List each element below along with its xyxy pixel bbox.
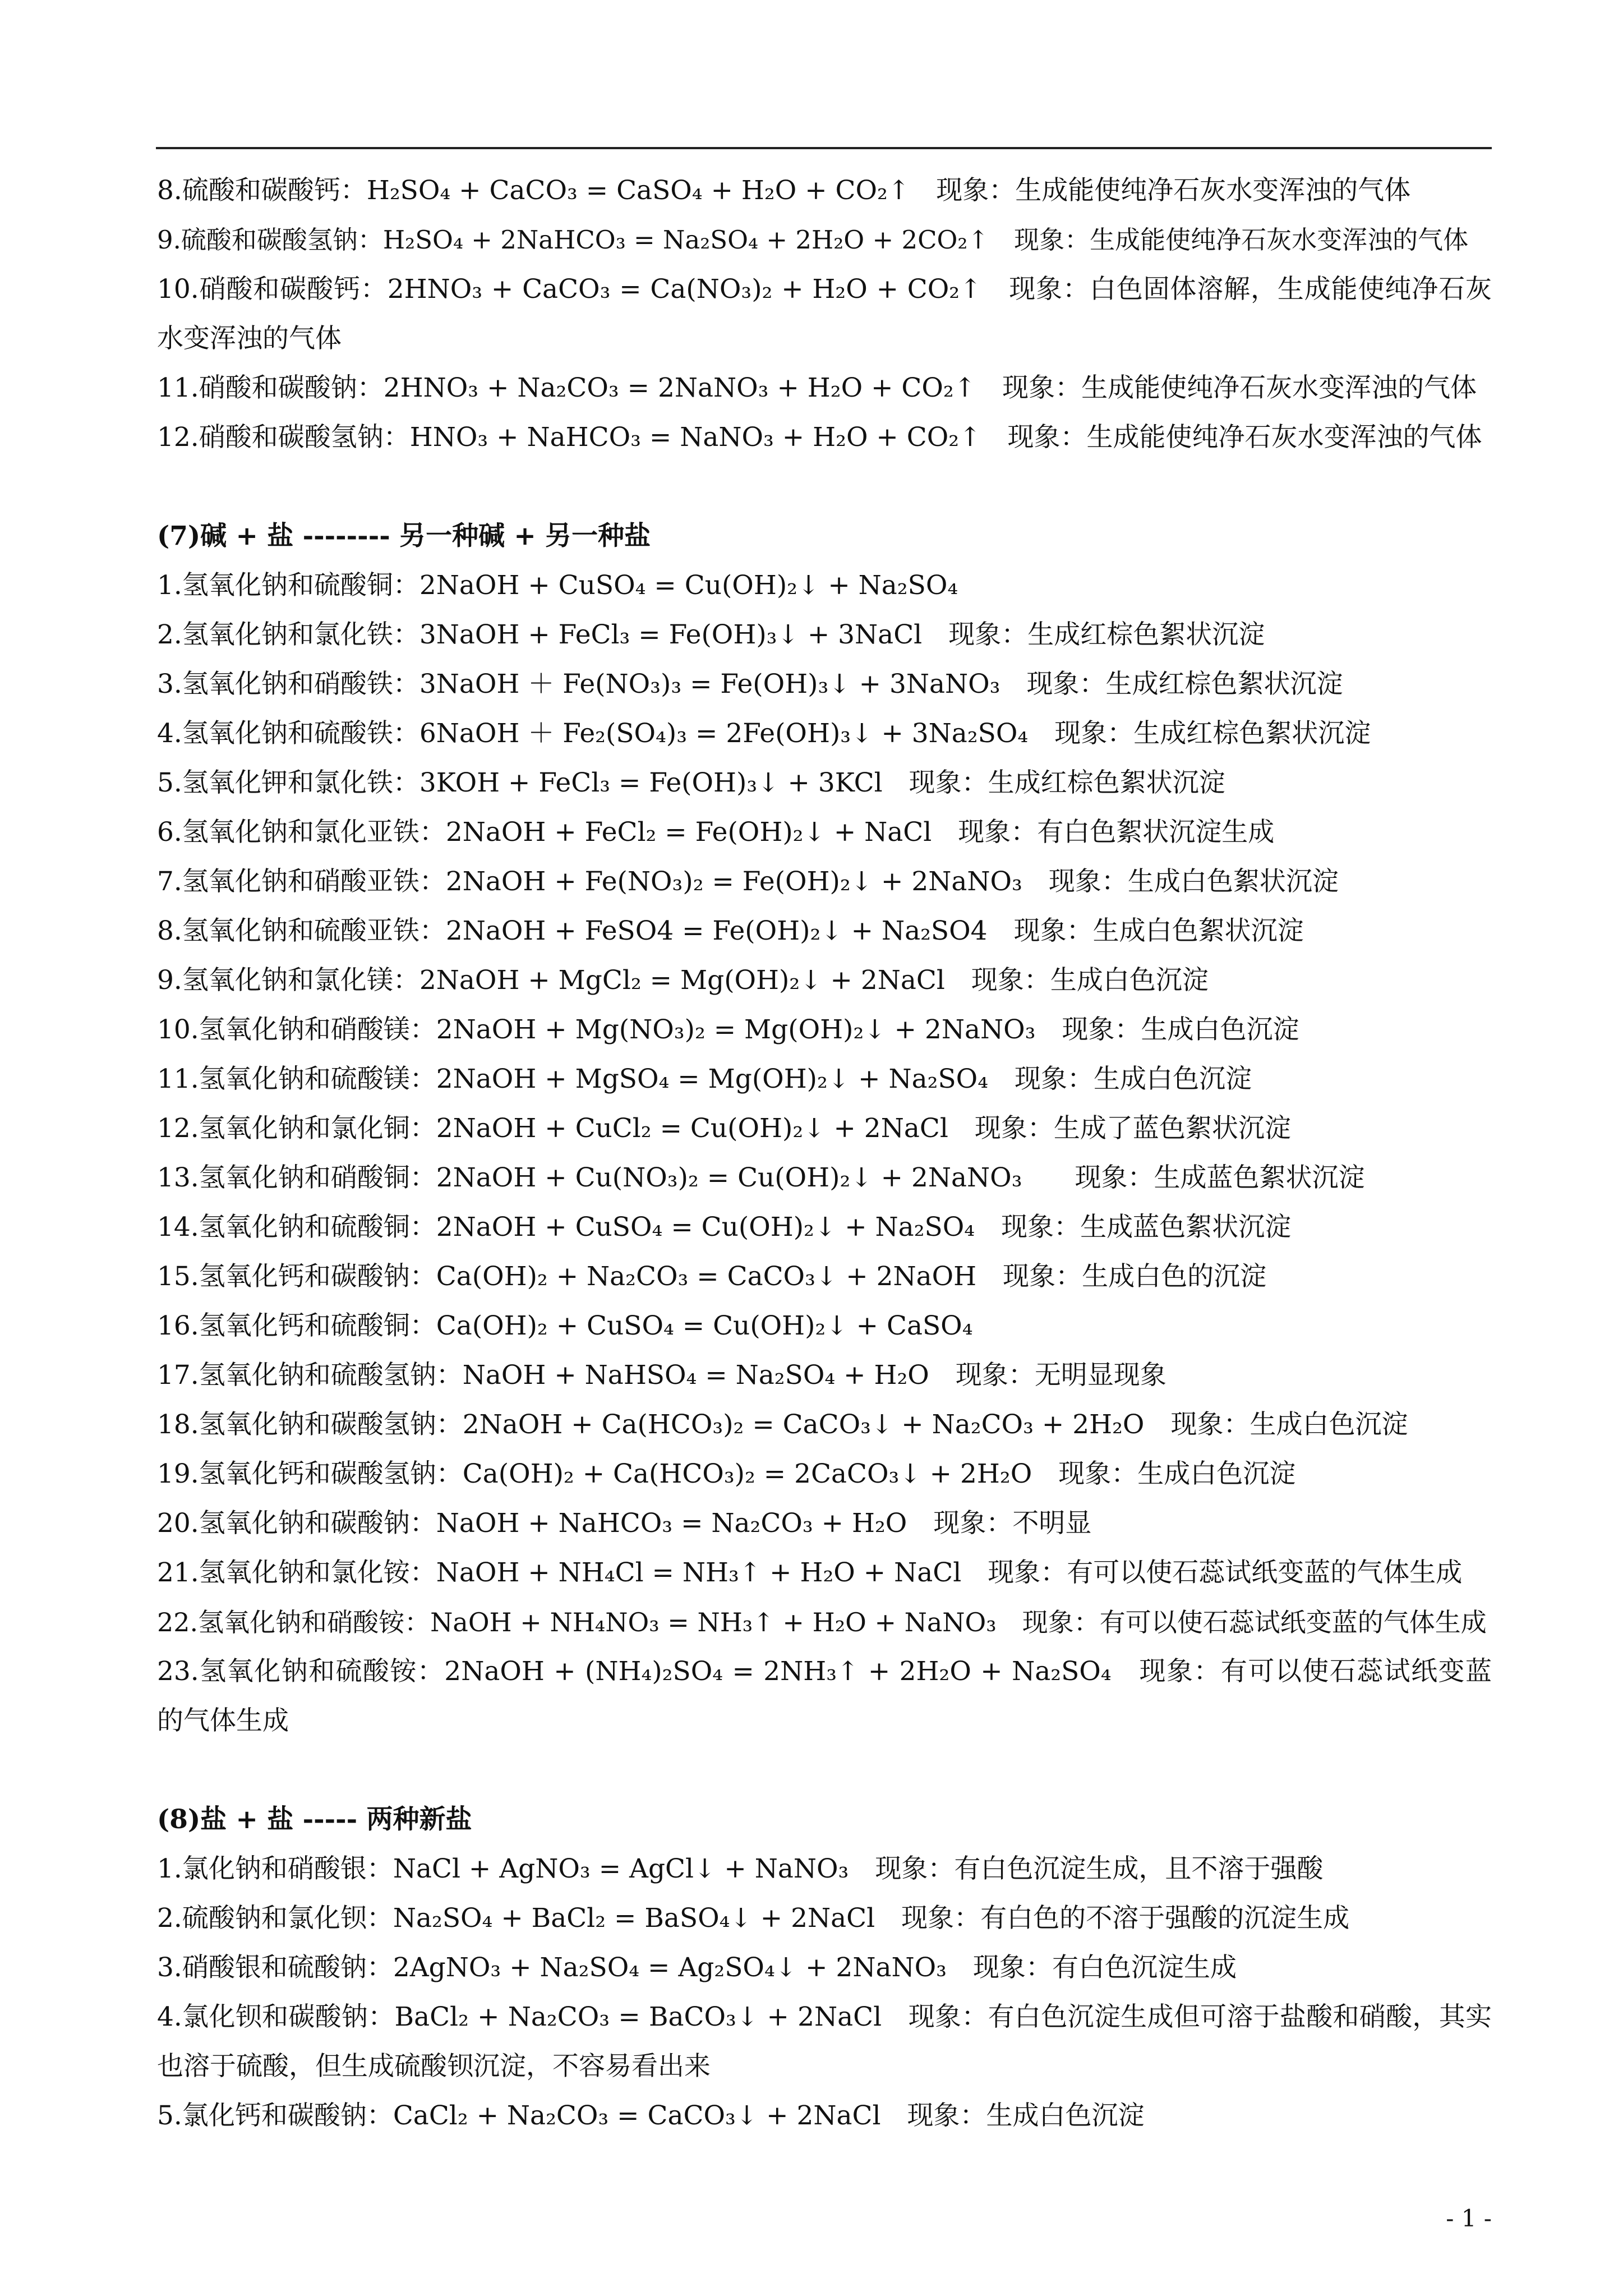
reaction-line: 9.硫酸和碳酸氢钠：H₂SO₄ + 2NaHCO₃ = Na₂SO₄ + 2H₂O + 2CO₂↑ 现象：生成能使纯净石灰水变浑浊的气体 (157, 225, 1469, 255)
reaction-line: 16.氢氧化钙和硫酸铜：Ca(OH)₂ + CuSO₄ = Cu(OH)₂↓ + CaSO₄ (157, 1310, 973, 1341)
header-rule (156, 147, 1492, 149)
page-number: - 1 - (1446, 2205, 1492, 2232)
reaction-line: 9.氢氧化钠和氯化镁：2NaOH + MgCl₂ = Mg(OH)₂↓ + 2NaCl 现象：生成白色沉淀 (157, 965, 1209, 996)
reaction-line: 1.氢氧化钠和硫酸铜：2NaOH + CuSO₄ = Cu(OH)₂↓ + Na₂SO₄ (157, 570, 958, 601)
reaction-line: 2.硫酸钠和氯化钡：Na₂SO₄ + BaCl₂ = BaSO₄↓ + 2NaCl 现象：有白色的不溶于强酸的沉淀生成 (157, 1903, 1350, 1934)
reaction-line: 10.硝酸和碳酸钙：2HNO₃ + CaCO₃ = Ca(NO₃)₂ + H₂O + CO₂↑ 现象：白色固体溶解，生成能使纯净石灰水变浑浊的气体 (157, 274, 1492, 354)
reaction-line: 12.氢氧化钠和氯化铜：2NaOH + CuCl₂ = Cu(OH)₂↓ + 2NaCl 现象：生成了蓝色絮状沉淀 (157, 1113, 1291, 1144)
reaction-line: 23.氢氧化钠和硫酸铵：2NaOH + (NH₄)₂SO₄ = 2NH₃↑ + 2H₂O + Na₂SO₄ 现象：有可以使石蕊试纸变蓝的气体生成 (157, 1656, 1492, 1736)
reaction-line: 18.氢氧化钠和碳酸氢钠：2NaOH + Ca(HCO₃)₂ = CaCO₃↓ + Na₂CO₃ + 2H₂O 现象：生成白色沉淀 (157, 1409, 1408, 1440)
reaction-line: 12.硝酸和碳酸氢钠：HNO₃ + NaHCO₃ = NaNO₃ + H₂O + CO₂↑ 现象：生成能使纯净石灰水变浑浊的气体 (157, 422, 1482, 453)
section-heading-salt-salt: (8)盐 + 盐 ----- 两种新盐 (157, 1804, 472, 1835)
reaction-line: 19.氢氧化钙和碳酸氢钠：Ca(OH)₂ + Ca(HCO₃)₂ = 2CaCO₃↓ + 2H₂O 现象：生成白色沉淀 (157, 1458, 1296, 1489)
reaction-line: 3.硝酸银和硫酸钠：2AgNO₃ + Na₂SO₄ = Ag₂SO₄↓ + 2NaNO₃ 现象：有白色沉淀生成 (157, 1952, 1237, 1983)
reaction-line: 22.氢氧化钠和硝酸铵：NaOH + NH₄NO₃ = NH₃↑ + H₂O + NaNO₃ 现象：有可以使石蕊试纸变蓝的气体生成 (157, 1607, 1487, 1637)
reaction-line: 5.氢氧化钾和氯化铁：3KOH + FeCl₃ = Fe(OH)₃↓ + 3KCl 现象：生成红棕色絮状沉淀 (157, 767, 1225, 798)
reaction-line: 4.氢氧化钠和硫酸铁：6NaOH ＋ Fe₂(SO₄)₃ = 2Fe(OH)₃↓ + 3Na₂SO₄ 现象：生成红棕色絮状沉淀 (157, 718, 1371, 749)
document-body (157, 166, 1492, 2141)
reaction-line: 3.氢氧化钠和硝酸铁：3NaOH ＋ Fe(NO₃)₃ = Fe(OH)₃↓ + 3NaNO₃ 现象：生成红棕色絮状沉淀 (157, 669, 1343, 700)
section-heading-base-salt: (7)碱 + 盐 -------- 另一种碱 + 另一种盐 (157, 521, 651, 551)
reaction-line: 1.氯化钠和硝酸银：NaCl + AgNO₃ = AgCl↓ + NaNO₃ 现象：有白色沉淀生成，且不溶于强酸 (157, 1853, 1324, 1884)
reaction-line: 10.氢氧化钠和硝酸镁：2NaOH + Mg(NO₃)₂ = Mg(OH)₂↓ + 2NaNO₃ 现象：生成白色沉淀 (157, 1014, 1299, 1045)
reaction-line: 20.氢氧化钠和碳酸钠：NaOH + NaHCO₃ = Na₂CO₃ + H₂O 现象：不明显 (157, 1508, 1092, 1539)
reaction-line: 15.氢氧化钙和碳酸钠：Ca(OH)₂ + Na₂CO₃ = CaCO₃↓ + 2NaOH 现象：生成白色的沉淀 (157, 1261, 1267, 1292)
reaction-line: 11.氢氧化钠和硫酸镁：2NaOH + MgSO₄ = Mg(OH)₂↓ + Na₂SO₄ 现象：生成白色沉淀 (157, 1064, 1252, 1094)
reaction-line: 7.氢氧化钠和硝酸亚铁：2NaOH + Fe(NO₃)₂ = Fe(OH)₂↓ + 2NaNO₃ 现象：生成白色絮状沉淀 (157, 866, 1339, 897)
section-prev-list (157, 166, 1492, 462)
reaction-line: 14.氢氧化钠和硫酸铜：2NaOH + CuSO₄ = Cu(OH)₂↓ + Na₂SO₄ 现象：生成蓝色絮状沉淀 (157, 1212, 1292, 1243)
section-salt-salt-list (157, 1844, 1492, 2141)
reaction-line: 2.氢氧化钠和氯化铁：3NaOH + FeCl₃ = Fe(OH)₃↓ + 3NaCl 现象：生成红棕色絮状沉淀 (157, 619, 1265, 650)
reaction-line: 5.氯化钙和碳酸钠：CaCl₂ + Na₂CO₃ = CaCO₃↓ + 2NaCl 现象：生成白色沉淀 (157, 2100, 1145, 2131)
reaction-line: 8.氢氧化钠和硫酸亚铁：2NaOH + FeSO4 = Fe(OH)₂↓ + Na₂SO4 现象：生成白色絮状沉淀 (157, 915, 1304, 946)
reaction-line: 8.硫酸和碳酸钙：H₂SO₄ + CaCO₃ = CaSO₄ + H₂O + CO₂↑ 现象：生成能使纯净石灰水变浑浊的气体 (157, 175, 1411, 206)
reaction-line: 11.硝酸和碳酸钠：2HNO₃ + Na₂CO₃ = 2NaNO₃ + H₂O + CO₂↑ 现象：生成能使纯净石灰水变浑浊的气体 (157, 372, 1477, 403)
reaction-line: 21.氢氧化钠和氯化铵：NaOH + NH₄Cl = NH₃↑ + H₂O + NaCl 现象：有可以使石蕊试纸变蓝的气体生成 (157, 1557, 1463, 1588)
reaction-line: 13.氢氧化钠和硝酸铜：2NaOH + Cu(NO₃)₂ = Cu(OH)₂↓ + 2NaNO₃ 现象：生成蓝色絮状沉淀 (157, 1162, 1365, 1193)
section-base-salt-list (157, 561, 1492, 1746)
reaction-line: 4.氯化钡和碳酸钠：BaCl₂ + Na₂CO₃ = BaCO₃↓ + 2NaCl 现象：有白色沉淀生成但可溶于盐酸和硝酸，其实也溶于硫酸，但生成硫酸钡沉淀，不容易看出来 (157, 2001, 1492, 2082)
reaction-line: 17.氢氧化钠和硫酸氢钠：NaOH + NaHSO₄ = Na₂SO₄ + H₂O 现象：无明显现象 (157, 1360, 1166, 1391)
reaction-line: 6.氢氧化钠和氯化亚铁：2NaOH + FeCl₂ = Fe(OH)₂↓ + NaCl 现象：有白色絮状沉淀生成 (157, 817, 1275, 848)
